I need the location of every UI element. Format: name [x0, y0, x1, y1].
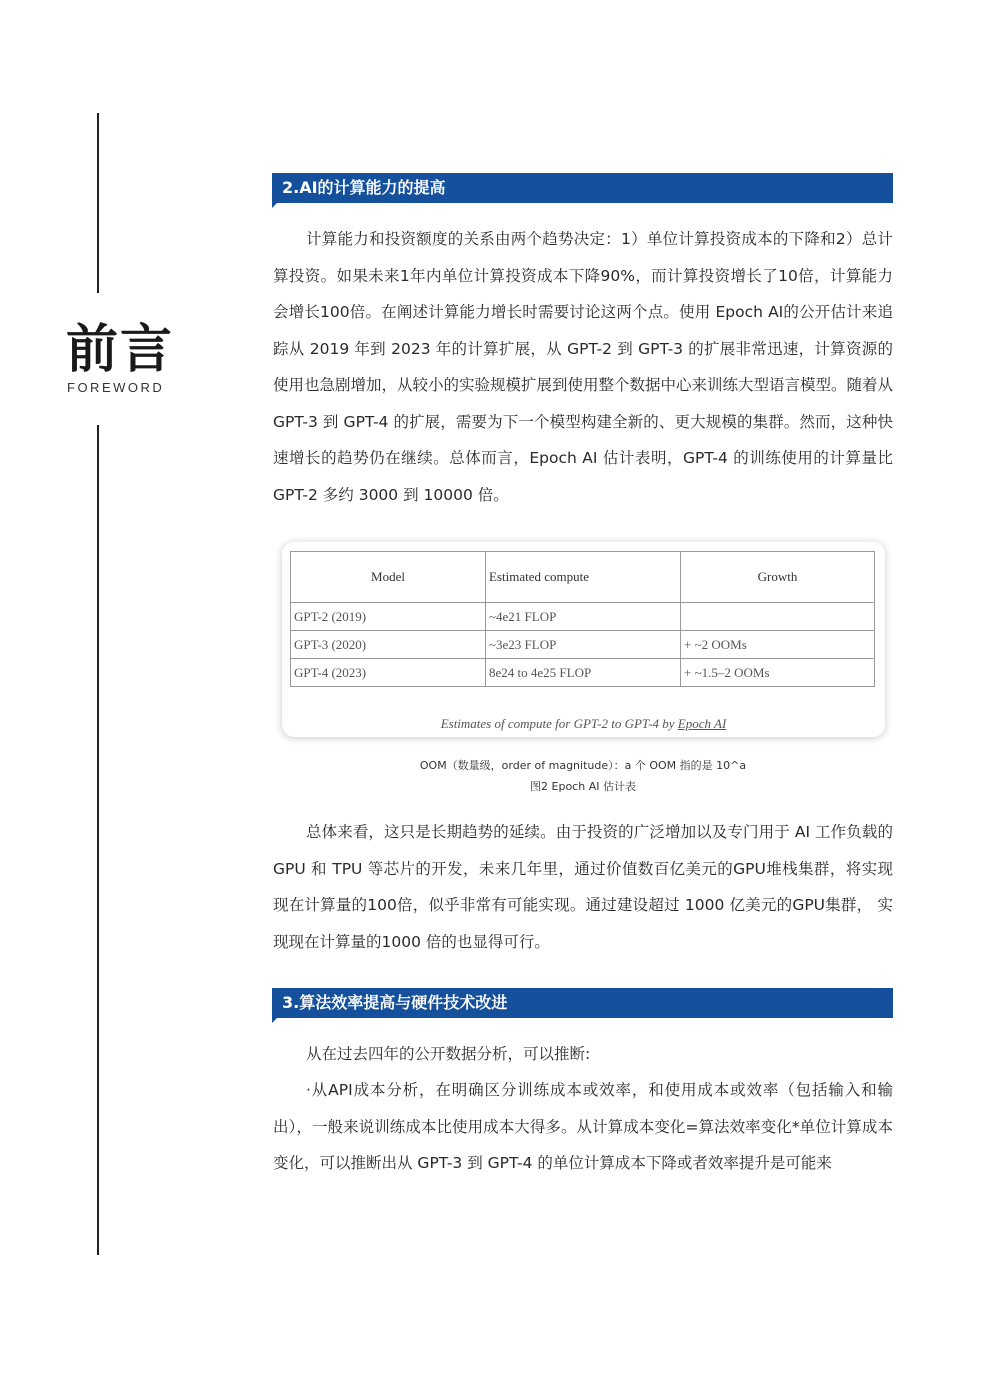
table-row: [291, 631, 875, 659]
table-cell-model: GPT-3 (2020): [291, 631, 486, 659]
figure-note: OOM（数量级，order of magnitude）：a 个 OOM 指的是 10^a: [419, 759, 747, 772]
paragraph-after-table: 总体来看，这只是长期趋势的延续。由于投资的广泛增加以及专门用于 AI 工作负载的 GPU 和 TPU 等芯片的开发，未来几年里，通过价值数百亿美元的GPU堆栈集群，将实现现在计算量的100倍，似乎非常有可能实现。通过建设超过 1000 亿美元的GPU集群， 实现现在计算量的1000 倍的也显得可行。: [273, 823, 893, 951]
table-header-model: Model: [291, 552, 486, 603]
epoch-ai-link[interactable]: Epoch AI: [677, 716, 727, 731]
side-divider-bottom: [97, 425, 99, 1255]
section-3-heading: [272, 988, 893, 1018]
page-title: 前言: [66, 320, 175, 380]
section-2-heading: [272, 173, 893, 203]
section-2-paragraph: 计算能力和投资额度的关系由两个趋势决定：1）单位计算投资成本的下降和2）总计算投资。如果未来1年内单位计算投资成本下降90%，而计算投资增长了10倍，计算能力会增长100倍。在阐述计算能力增长时需要讨论这两个点。使用 Epoch AI的公开估计来追踪从 2019 年到 2023 年的计算扩展，从 GPT-2 到 GPT-3 的扩展非常迅速，计算资源的使用也急剧增加，从较小的实验规模扩展到使用整个数据中心来训练大型语言模型。随着从 GPT-3 到 GPT-4 的扩展，需要为下一个模型构建全新的、更大规模的集群。然而，这种快速增长的趋势仍在继续。总体而言，Epoch AI 估计表明，GPT-4 的训练使用的计算量比 GPT-2 多约 3000 到 10000 倍。: [273, 230, 894, 504]
table-header-compute: Estimated compute: [486, 552, 681, 603]
page-subtitle: FOREWORD: [67, 380, 165, 395]
heading-corner-decoration: [272, 203, 277, 208]
compute-table-card: [282, 542, 885, 737]
table-caption: [282, 716, 885, 732]
table-row: [291, 603, 875, 631]
table-cell-model: GPT-2 (2019): [291, 603, 486, 631]
section-3-intro: 从在过去四年的公开数据分析，可以推断:: [306, 1045, 591, 1063]
section-2-heading-text: 2.AI的计算能力的提高: [282, 178, 446, 197]
section-3-heading-text: 3.算法效率提高与硬件技术改进: [282, 993, 508, 1012]
table-cell-model: GPT-4 (2023): [291, 659, 486, 687]
table-row: [291, 659, 875, 687]
table-cell-compute: ~3e23 FLOP: [486, 631, 681, 659]
heading-corner-decoration: [272, 1018, 277, 1023]
section-3-bullet: ·从API成本分析，在明确区分训练成本或效率，和使用成本或效率（包括输入和输出），一般来说训练成本比使用成本大得多。从计算成本变化=算法效率变化*单位计算成本变化，可以推断出从 GPT-3 到 GPT-4 的单位计算成本下降或者效率提升是可能来: [273, 1081, 893, 1172]
table-cell-growth: + ~2 OOMs: [681, 631, 875, 659]
figure-label: 图2 Epoch AI 估计表: [530, 780, 636, 793]
table-cell-compute: 8e24 to 4e25 FLOP: [486, 659, 681, 687]
table-header-row: [291, 552, 875, 603]
compute-estimates-table: [290, 551, 875, 687]
table-cell-growth: [681, 603, 875, 631]
side-divider-top: [97, 113, 99, 293]
table-header-growth: Growth: [681, 552, 875, 603]
table-caption-text: Estimates of compute for GPT-2 to GPT-4 by: [440, 716, 678, 731]
table-cell-compute: ~4e21 FLOP: [486, 603, 681, 631]
table-cell-growth: + ~1.5–2 OOMs: [681, 659, 875, 687]
